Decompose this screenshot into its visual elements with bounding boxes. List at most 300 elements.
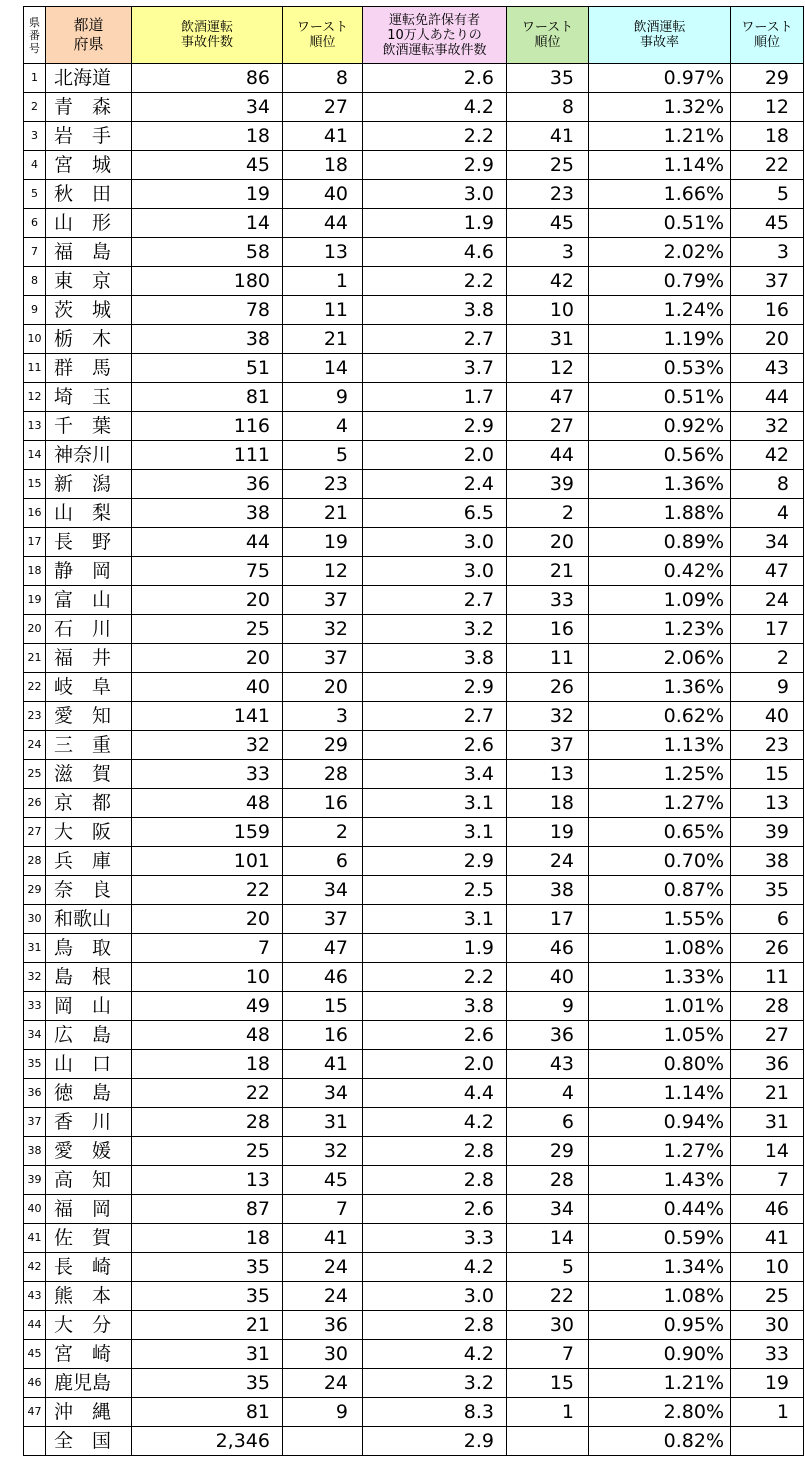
accident-rank: 23 [283,470,363,499]
accident-count: 10 [132,963,283,992]
per100k-count: 1.9 [363,934,507,963]
prefecture-name: 長 崎 [46,1253,132,1282]
per100k-rank: 33 [507,586,589,615]
accident-rank: 13 [283,238,363,267]
row-index: 31 [24,934,46,963]
accident-rate: 1.08% [589,934,731,963]
accident-rank: 37 [283,586,363,615]
rate-rank: 25 [731,1282,804,1311]
rate-rank: 9 [731,673,804,702]
rate-rank: 11 [731,963,804,992]
accident-rank: 47 [283,934,363,963]
row-index: 45 [24,1340,46,1369]
header-rank-accidents: ワースト 順位 [283,7,363,64]
table-row [24,1369,804,1398]
prefecture-name: 宮 城 [46,151,132,180]
accident-rank: 32 [283,615,363,644]
accident-rate: 0.70% [589,847,731,876]
per100k-count: 4.4 [363,1079,507,1108]
per100k-rank: 13 [507,760,589,789]
prefecture-name: 北海道 [46,64,132,93]
accident-count: 32 [132,731,283,760]
prefecture-name: 石 川 [46,615,132,644]
row-index: 1 [24,64,46,93]
table-row [24,615,804,644]
accident-count: 45 [132,151,283,180]
prefecture-name: 東 京 [46,267,132,296]
per100k-count: 3.0 [363,528,507,557]
per100k-count: 2.2 [363,963,507,992]
accident-rank: 7 [283,1195,363,1224]
accident-rate: 1.09% [589,586,731,615]
rate-rank: 33 [731,1340,804,1369]
per100k-rank: 42 [507,267,589,296]
rate-rank: 1 [731,1398,804,1427]
table-row [24,1137,804,1166]
per100k-rank: 36 [507,1021,589,1050]
prefecture-name: 茨 城 [46,296,132,325]
accident-rank: 40 [283,180,363,209]
header-row [24,7,804,64]
table-row [24,93,804,122]
accident-count: 81 [132,1398,283,1427]
accident-rate: 1.36% [589,673,731,702]
accident-rate: 2.80% [589,1398,731,1427]
table-row [24,238,804,267]
accident-rate: 0.65% [589,818,731,847]
row-index: 9 [24,296,46,325]
per100k-rank: 46 [507,934,589,963]
row-index: 41 [24,1224,46,1253]
per100k-rank: 31 [507,325,589,354]
per100k-rank: 38 [507,876,589,905]
accident-rate: 0.51% [589,209,731,238]
row-index: 16 [24,499,46,528]
prefecture-name: 熊 本 [46,1282,132,1311]
per100k-rank: 11 [507,644,589,673]
accident-rate: 0.89% [589,528,731,557]
accident-count: 14 [132,209,283,238]
table-row [24,673,804,702]
per100k-rank: 10 [507,296,589,325]
prefecture-name: 富 山 [46,586,132,615]
accident-count: 28 [132,1108,283,1137]
total-per100k: 2.9 [363,1427,507,1456]
accident-rank: 14 [283,354,363,383]
per100k-count: 3.8 [363,296,507,325]
per100k-count: 4.2 [363,1340,507,1369]
accident-rank: 37 [283,905,363,934]
accident-rank: 32 [283,1137,363,1166]
per100k-rank: 37 [507,731,589,760]
accident-rate: 1.21% [589,1369,731,1398]
accident-rank: 3 [283,702,363,731]
prefecture-name: 山 口 [46,1050,132,1079]
row-index: 23 [24,702,46,731]
accident-count: 49 [132,992,283,1021]
per100k-count: 2.9 [363,151,507,180]
rate-rank: 26 [731,934,804,963]
accident-rate: 0.80% [589,1050,731,1079]
table-row [24,64,804,93]
row-index: 22 [24,673,46,702]
accident-rate: 1.33% [589,963,731,992]
row-index: 29 [24,876,46,905]
row-index: 44 [24,1311,46,1340]
accident-rank: 11 [283,296,363,325]
prefecture-name: 大 阪 [46,818,132,847]
row-index: 4 [24,151,46,180]
prefecture-name: 兵 庫 [46,847,132,876]
rate-rank: 21 [731,1079,804,1108]
prefecture-name: 神奈川 [46,441,132,470]
accident-rank: 29 [283,731,363,760]
row-index: 20 [24,615,46,644]
row-index: 32 [24,963,46,992]
row-index: 34 [24,1021,46,1050]
per100k-rank: 26 [507,673,589,702]
accident-count: 141 [132,702,283,731]
table-row [24,296,804,325]
rate-rank: 45 [731,209,804,238]
per100k-count: 2.7 [363,702,507,731]
accident-count: 40 [132,673,283,702]
table-row [24,586,804,615]
accident-count: 7 [132,934,283,963]
per100k-count: 2.0 [363,441,507,470]
per100k-rank: 43 [507,1050,589,1079]
accident-rate: 1.05% [589,1021,731,1050]
accident-count: 87 [132,1195,283,1224]
per100k-count: 3.0 [363,1282,507,1311]
table-row [24,992,804,1021]
rate-rank: 38 [731,847,804,876]
accident-rank: 20 [283,673,363,702]
rate-rank: 20 [731,325,804,354]
accident-rank: 12 [283,557,363,586]
row-index: 18 [24,557,46,586]
per100k-rank: 5 [507,1253,589,1282]
row-index: 37 [24,1108,46,1137]
accident-rate: 1.66% [589,180,731,209]
per100k-count: 3.0 [363,180,507,209]
rate-rank: 23 [731,731,804,760]
accident-rank: 24 [283,1253,363,1282]
row-index: 19 [24,586,46,615]
row-index: 11 [24,354,46,383]
prefecture-name: 岡 山 [46,992,132,1021]
per100k-rank: 32 [507,702,589,731]
accident-rate: 0.51% [589,383,731,412]
per100k-count: 2.8 [363,1311,507,1340]
table-row [24,354,804,383]
accident-count: 20 [132,644,283,673]
per100k-rank: 44 [507,441,589,470]
table-row [24,122,804,151]
accident-rank: 16 [283,789,363,818]
row-index: 21 [24,644,46,673]
prefecture-name: 福 井 [46,644,132,673]
accident-rank: 27 [283,93,363,122]
accident-rate: 1.32% [589,93,731,122]
accident-rank: 4 [283,412,363,441]
prefecture-name: 栃 木 [46,325,132,354]
row-index: 36 [24,1079,46,1108]
rate-rank: 22 [731,151,804,180]
per100k-rank: 22 [507,1282,589,1311]
accident-rate: 1.08% [589,1282,731,1311]
table-row [24,934,804,963]
accident-rank: 5 [283,441,363,470]
prefecture-name: 広 島 [46,1021,132,1050]
per100k-count: 3.2 [363,1369,507,1398]
prefecture-name: 沖 縄 [46,1398,132,1427]
accident-count: 51 [132,354,283,383]
accident-count: 81 [132,383,283,412]
row-index: 24 [24,731,46,760]
accident-rate: 1.14% [589,1079,731,1108]
per100k-count: 8.3 [363,1398,507,1427]
per100k-count: 2.4 [363,470,507,499]
accident-count: 34 [132,93,283,122]
per100k-count: 2.9 [363,673,507,702]
per100k-rank: 25 [507,151,589,180]
accident-rate: 1.23% [589,615,731,644]
rate-rank: 42 [731,441,804,470]
prefecture-name: 秋 田 [46,180,132,209]
accident-count: 44 [132,528,283,557]
per100k-rank: 17 [507,905,589,934]
prefecture-name: 岩 手 [46,122,132,151]
table-row [24,905,804,934]
accident-count: 36 [132,470,283,499]
per100k-count: 2.2 [363,267,507,296]
accident-rank: 41 [283,1224,363,1253]
table-row [24,441,804,470]
total-rank-blank [507,1427,589,1456]
accident-rate: 0.62% [589,702,731,731]
accident-count: 35 [132,1282,283,1311]
row-index: 26 [24,789,46,818]
per100k-count: 3.8 [363,992,507,1021]
total-index-blank [24,1427,46,1456]
table-row [24,470,804,499]
rate-rank: 34 [731,528,804,557]
accident-rate: 0.56% [589,441,731,470]
prefecture-name: 新 潟 [46,470,132,499]
accident-rate: 0.53% [589,354,731,383]
per100k-count: 3.8 [363,644,507,673]
prefecture-name: 青 森 [46,93,132,122]
rate-rank: 17 [731,615,804,644]
row-index: 30 [24,905,46,934]
accident-rate: 0.44% [589,1195,731,1224]
accident-count: 86 [132,64,283,93]
accident-count: 20 [132,586,283,615]
row-index: 7 [24,238,46,267]
per100k-count: 3.1 [363,905,507,934]
per100k-rank: 39 [507,470,589,499]
drunk-driving-accident-table [23,6,804,1456]
header-rank-per100k: ワースト 順位 [507,7,589,64]
accident-rank: 34 [283,876,363,905]
accident-rate: 1.34% [589,1253,731,1282]
accident-count: 21 [132,1311,283,1340]
accident-rank: 15 [283,992,363,1021]
header-index: 県 番 号 [24,7,46,64]
table-row [24,383,804,412]
accident-count: 25 [132,1137,283,1166]
row-index: 39 [24,1166,46,1195]
accident-count: 75 [132,557,283,586]
accident-count: 35 [132,1369,283,1398]
row-index: 6 [24,209,46,238]
row-index: 13 [24,412,46,441]
accident-rate: 1.24% [589,296,731,325]
prefecture-name: 群 馬 [46,354,132,383]
accident-count: 101 [132,847,283,876]
prefecture-name: 大 分 [46,1311,132,1340]
rate-rank: 32 [731,412,804,441]
accident-rank: 44 [283,209,363,238]
rate-rank: 27 [731,1021,804,1050]
accident-rate: 0.92% [589,412,731,441]
per100k-count: 2.6 [363,1021,507,1050]
rate-rank: 4 [731,499,804,528]
rate-rank: 5 [731,180,804,209]
per100k-rank: 9 [507,992,589,1021]
per100k-rank: 21 [507,557,589,586]
accident-rate: 1.36% [589,470,731,499]
prefecture-name: 山 形 [46,209,132,238]
table-row [24,876,804,905]
per100k-count: 4.2 [363,1108,507,1137]
accident-rank: 9 [283,1398,363,1427]
table-row [24,499,804,528]
row-index: 12 [24,383,46,412]
row-index: 46 [24,1369,46,1398]
accident-rate: 0.95% [589,1311,731,1340]
rate-rank: 47 [731,557,804,586]
accident-count: 20 [132,905,283,934]
row-index: 3 [24,122,46,151]
accident-rate: 1.43% [589,1166,731,1195]
row-index: 28 [24,847,46,876]
per100k-rank: 34 [507,1195,589,1224]
rate-rank: 36 [731,1050,804,1079]
accident-rank: 2 [283,818,363,847]
accident-rank: 34 [283,1079,363,1108]
accident-rate: 1.19% [589,325,731,354]
accident-count: 31 [132,1340,283,1369]
per100k-rank: 30 [507,1311,589,1340]
table-row [24,1079,804,1108]
rate-rank: 43 [731,354,804,383]
accident-rate: 1.27% [589,1137,731,1166]
per100k-rank: 7 [507,1340,589,1369]
rate-rank: 6 [731,905,804,934]
accident-rank: 41 [283,122,363,151]
table-row [24,1311,804,1340]
rate-rank: 10 [731,1253,804,1282]
per100k-rank: 28 [507,1166,589,1195]
accident-count: 58 [132,238,283,267]
per100k-count: 4.6 [363,238,507,267]
row-index: 17 [24,528,46,557]
rate-rank: 19 [731,1369,804,1398]
accident-count: 48 [132,1021,283,1050]
table-row [24,1398,804,1427]
prefecture-name: 徳 島 [46,1079,132,1108]
accident-rate: 0.94% [589,1108,731,1137]
accident-rate: 1.25% [589,760,731,789]
table-row [24,325,804,354]
accident-count: 38 [132,499,283,528]
accident-rank: 6 [283,847,363,876]
per100k-rank: 1 [507,1398,589,1427]
rate-rank: 8 [731,470,804,499]
table-row [24,209,804,238]
table-row [24,1340,804,1369]
per100k-rank: 20 [507,528,589,557]
accident-rank: 46 [283,963,363,992]
accident-rank: 30 [283,1340,363,1369]
prefecture-name: 鳥 取 [46,934,132,963]
table-row [24,1166,804,1195]
row-index: 40 [24,1195,46,1224]
accident-rate: 1.88% [589,499,731,528]
row-index: 35 [24,1050,46,1079]
accident-count: 180 [132,267,283,296]
per100k-count: 2.8 [363,1137,507,1166]
prefecture-name: 島 根 [46,963,132,992]
accident-rate: 0.79% [589,267,731,296]
accident-rank: 16 [283,1021,363,1050]
total-accidents: 2,346 [132,1427,283,1456]
prefecture-name: 埼 玉 [46,383,132,412]
accident-rank: 24 [283,1282,363,1311]
accident-rank: 37 [283,644,363,673]
total-row [24,1427,804,1456]
accident-rate: 2.02% [589,238,731,267]
accident-count: 25 [132,615,283,644]
rate-rank: 15 [731,760,804,789]
table-row [24,1282,804,1311]
table-row [24,760,804,789]
total-rank-blank [283,1427,363,1456]
per100k-rank: 16 [507,615,589,644]
per100k-rank: 14 [507,1224,589,1253]
prefecture-name: 岐 阜 [46,673,132,702]
per100k-count: 2.6 [363,1195,507,1224]
accident-rate: 1.21% [589,122,731,151]
rate-rank: 28 [731,992,804,1021]
prefecture-name: 和歌山 [46,905,132,934]
per100k-rank: 41 [507,122,589,151]
accident-rank: 36 [283,1311,363,1340]
accident-rate: 1.13% [589,731,731,760]
per100k-count: 1.9 [363,209,507,238]
per100k-count: 2.0 [363,1050,507,1079]
row-index: 33 [24,992,46,1021]
accident-count: 18 [132,1224,283,1253]
per100k-rank: 15 [507,1369,589,1398]
accident-rank: 21 [283,499,363,528]
per100k-count: 6.5 [363,499,507,528]
per100k-rank: 35 [507,64,589,93]
row-index: 27 [24,818,46,847]
prefecture-name: 長 野 [46,528,132,557]
